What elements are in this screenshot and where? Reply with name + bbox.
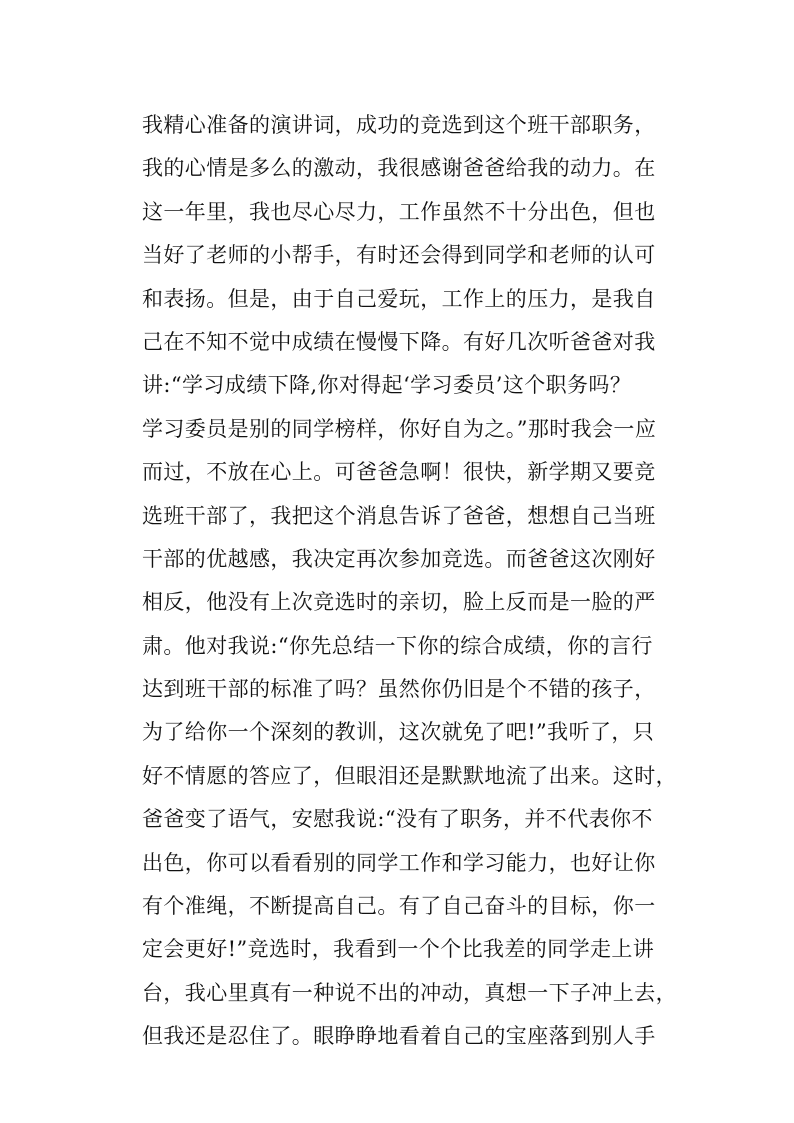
text-line: 爸爸变了语气，安慰我说:“没有了职务，并不代表你不 bbox=[142, 807, 653, 832]
text-line: 我精心准备的演讲词，成功的竞选到这个班干部职务， bbox=[142, 113, 656, 137]
text-line: 出色，你可以看看别的同学工作和学习能力，也好让你 bbox=[142, 850, 656, 875]
text-line: 选班干部了，我把这个消息告诉了爸爸，想想自己当班 bbox=[142, 503, 656, 528]
text-line: 台，我心里真有一种说不出的冲动，真想一下子冲上去， bbox=[142, 980, 677, 1005]
text-line: 己在不知不觉中成绩在慢慢下降。有好几次听爸爸对我 bbox=[142, 329, 656, 354]
text-line: 当好了老师的小帮手，有时还会得到同学和老师的认可 bbox=[142, 243, 656, 268]
text-line: 相反，他没有上次竞选时的亲切，脸上反而是一脸的严 bbox=[142, 590, 656, 615]
text-line: 有个准绳，不断提高自己。有了自己奋斗的目标，你一 bbox=[142, 894, 656, 919]
text-line: 学习委员是别的同学榜样，你好自为之。”那时我会一应 bbox=[142, 416, 657, 441]
text-line: 讲:“学习成绩下降,你对得起‘学习委员’这个职务吗？ bbox=[142, 373, 632, 398]
text-line: 这一年里，我也尽心尽力，工作虽然不十分出色，但也 bbox=[142, 199, 656, 224]
text-line: 为了给你一个深刻的教训，这次就免了吧!”我听了，只 bbox=[142, 720, 655, 745]
text-line: 我的心情是多么的激动，我很感谢爸爸给我的动力。在 bbox=[142, 156, 656, 181]
text-line: 而过，不放在心上。可爸爸急啊！很快，新学期又要竞 bbox=[142, 460, 656, 485]
text-line: 肃。他对我说:“你先总结一下你的综合成绩，你的言行 bbox=[142, 633, 653, 658]
body-text bbox=[142, 104, 677, 1059]
text-line: 和表扬。但是，由于自己爱玩，工作上的压力，是我自 bbox=[142, 286, 656, 311]
text-line: 定会更好!”竞选时，我看到一个个比我差的同学走上讲 bbox=[142, 937, 655, 962]
text-line: 好不情愿的答应了，但眼泪还是默默地流了出来。这时， bbox=[142, 763, 677, 788]
text-line: 干部的优越感，我决定再次参加竞选。而爸爸这次刚好 bbox=[142, 546, 656, 571]
text-line: 但我还是忍住了。眼睁睁地看着自己的宝座落到别人手 bbox=[142, 1024, 656, 1049]
text-line: 达到班干部的标准了吗？虽然你仍旧是个不错的孩子， bbox=[142, 677, 656, 702]
